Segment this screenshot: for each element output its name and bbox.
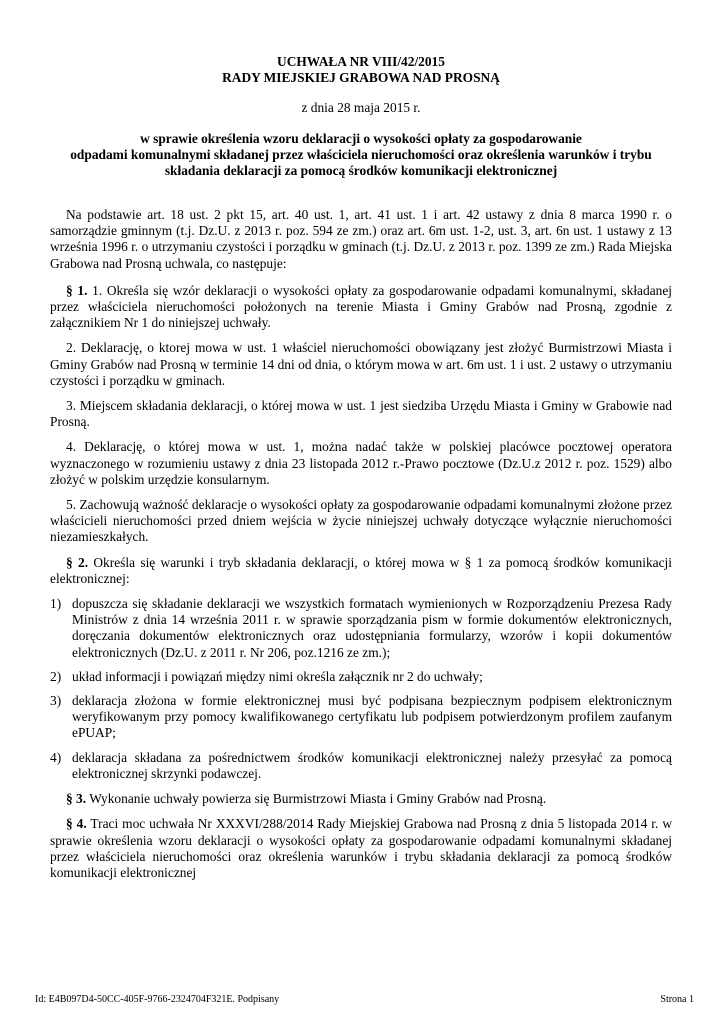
document-id-footer: Id: E4B097D4-50CC-405F-9766-2324704F321E. Podpisany [35,994,280,1005]
resolution-title [50,54,672,86]
resolution-subject [50,131,672,179]
point-number: 1) [50,596,62,612]
point-text: deklaracja składana za pośrednictwem środków komunikacji elektronicznej należy przesyłać za pomocą elektronicznej skrzynki podawczej. [72,749,672,781]
section-4-label: § 4. [66,816,87,832]
section-1-paragraph-4: 4. Deklarację, o której mowa w ust. 1, można nadać także w polskiej placówce pocztowej operatora wyznaczonego w rozumieniu ustawy z dnia 23 listopada 2012 r.-Prawo pocztowe (Dz.U.z 2012 r. poz. 1529) albo złożyć w polskim urzędzie konsularnym. [50,439,672,487]
section-1-paragraph-5: 5. Zachowują ważność deklaracje o wysokości opłaty za gospodarowanie odpadami komunalnymi złożone przez właścicieli nieruchomości przed dniem wejścia w życie niniejszej uchwały dotyczące wyłącznie nieruchomości niezamieszkałych. [50,497,672,545]
resolution-number: UCHWAŁA NR VIII/42/2015 [277,54,445,69]
section-4-text: Traci moc uchwała Nr XXXVI/288/2014 Rady Miejskiej Grabowa nad Prosną z dnia 5 listopada 2014 r. w sprawie określenia wzoru deklaracji o wysokości opłaty za gospodarowanie odpadami komunalnymi składanej przez właściciela nieruchomości oraz określenia warunków i trybu składania deklaracji za pomocą środków komunikacji elektronicznej [50,816,672,880]
section-1-paragraph-1 [50,283,672,332]
point-text: układ informacji i powiązań między nimi określa załącznik nr 2 do uchwały; [72,668,483,684]
section-3-paragraph [50,791,672,807]
point-text: deklaracja złożona w formie elektronicznej musi być podpisana bezpiecznym podpisem elektronicznym weryfikowanym przy pomocy kwalifikowanego certyfikatu lub podpisem potwierdzonym profilem zaufanym ePUAP; [72,693,672,741]
section-1-paragraph-3: 3. Miejscem składania deklaracji, o której mowa w ust. 1 jest siedziba Urzędu Miasta i Gminy w Grabowie nad Prosną. [50,398,672,430]
document-page [50,0,672,1024]
section-1-paragraph-2: 2. Deklarację, o ktorej mowa w ust. 1 właściel nieruchomości obowiązany jest złożyć Burmistrzowi Miasta i Gminy Grabów nad Prosną w terminie 14 dni od dnia, o którym mowa w art. 6m ust. 1 i ust. 2 ustawy o utrzymaniu czystości i porządku w gminach. [50,340,672,388]
subject-line: składania deklaracji za pomocą środków komunikacji elektronicznej [164,163,558,178]
resolution-date: z dnia 28 maja 2015 r. [301,100,421,115]
point-number: 2) [50,668,62,684]
section-4-paragraph [50,816,672,881]
section-2-points [50,596,672,782]
legal-basis-paragraph: Na podstawie art. 18 ust. 2 pkt 15, art. 40 ust. 1, art. 41 ust. 1 i art. 42 ustawy z dnia 8 marca 1990 r. o samorządzie gminnym (t.j. Dz.U. z 2013 r. poz. 594 ze zm.) oraz art. 6m ust. 1-2, ust. 3, art. 6n ust. 1 ustawy z 13 września 1996 r. o utrzymaniu czystości i porządku w gminach (t.j. Dz.U. z 2013 r. poz. 1399 ze zm.) Rada Miejska Grabowa nad Prosną uchwala, co następuje: [50,207,672,271]
section-3-text: Wykonanie uchwały powierza się Burmistrzowi Miasta i Gminy Grabów nad Prosną. [89,791,547,807]
section-1-label: § 1. [66,282,88,298]
resolution-body [50,207,672,890]
point-number: 4) [50,749,62,765]
section-1-text: 1. Określa się wzór deklaracji o wysokości opłaty za gospodarowanie odpadami komunalnymi, składanej przez właściciela nieruchomości położonych na terenie Miasta i Gminy Grabów nad Prosną, zgodnie z załącznikiem Nr 1 do niniejszej uchwały. [50,282,672,331]
list-item [50,693,672,742]
section-3-label: § 3. [66,791,87,807]
point-text: dopuszcza się składanie deklaracji we wszystkich formatach wymienionych w Rozporządzeniu Prezesa Rady Ministrów z dnia 14 września 2011 r. w sprawie sporządzania pism w formie dokumentów elektronicznych, doręczania dokumentów elektronicznych oraz udostępniania formularzy, wzorów i kopii dokumentów elektronicznych (Dz.U. z 2011 r. Nr 206, poz.1216 ze zm.); [72,596,672,660]
subject-line: odpadami komunalnymi składanej przez właściciela nieruchomości oraz określenia warunków i trybu [70,147,652,162]
section-2-text: Określa się warunki i tryb składania deklaracji, o której mowa w § 1 za pomocą środków komunikacji elektronicznej: [50,554,672,586]
list-item [50,596,672,661]
list-item [50,750,672,782]
section-2-label: § 2. [66,554,89,570]
page-number: Strona 1 [660,994,694,1005]
section-2-paragraph [50,555,672,587]
subject-line: w sprawie określenia wzoru deklaracji o wysokości opłaty za gospodarowanie [140,131,582,146]
list-item [50,669,672,685]
point-number: 3) [50,693,62,709]
council-name: RADY MIEJSKIEJ GRABOWA NAD PROSNĄ [222,70,500,85]
